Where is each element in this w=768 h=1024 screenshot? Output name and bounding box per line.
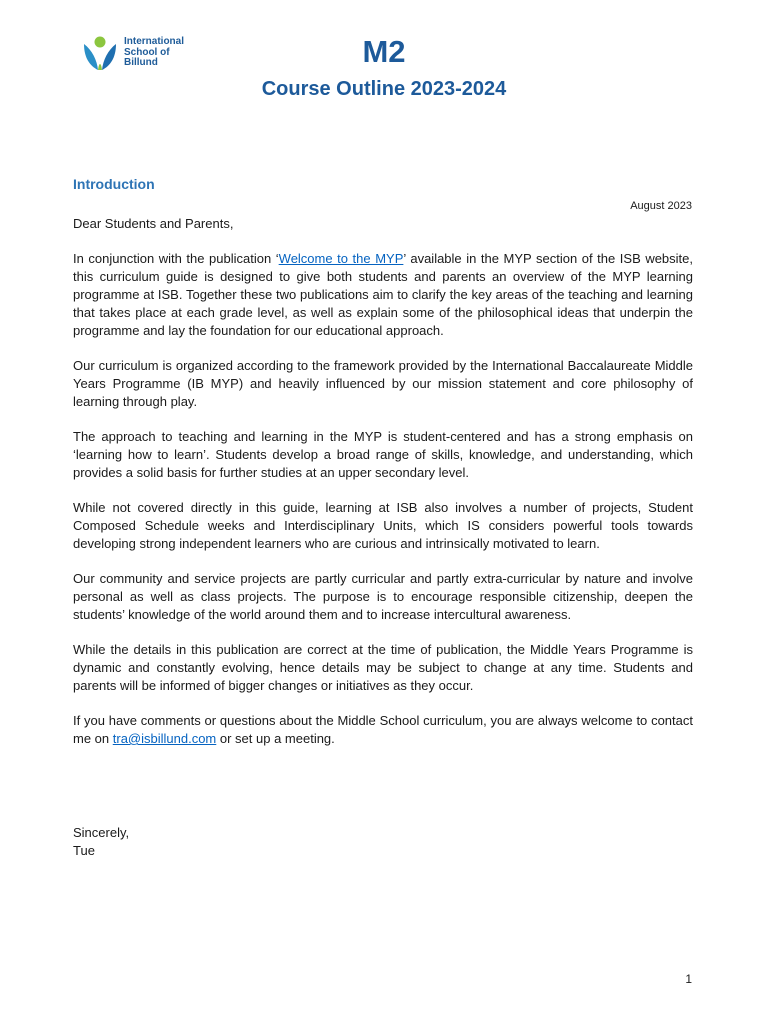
welcome-to-myp-link[interactable]: Welcome to the MYP — [278, 251, 404, 266]
paragraph-4: While not covered directly in this guide, learning at ISB also involves a number of projects, Student Composed Schedule weeks and Interdisciplinary Units, which IS considers powerful tools towards developing strong independent learners who are curious and intrinsically motivated to learn. — [73, 500, 693, 551]
paragraph-6: While the details in this publication are correct at the time of publication, the Middle Years Programme is dynamic and constantly evolving, hence details may be subject to change at any time. Students and parents will be informed of bigger changes or initiatives as they occur. — [73, 642, 693, 693]
page-subtitle: Course Outline 2023-2024 — [261, 78, 507, 100]
letter-body — [73, 215, 693, 765]
paragraph-1 — [73, 250, 693, 340]
page-number: 1 — [685, 972, 692, 986]
logo-wordmark: International School of Billund — [124, 36, 185, 68]
signoff: Sincerely, — [73, 825, 130, 840]
paragraph-2: Our curriculum is organized according to the framework provided by the International Baccalaureate Middle Years Programme (IB MYP) and heavily influenced by our mission statement and core philosophy of learning through play. — [73, 358, 693, 409]
paragraph-3: The approach to teaching and learning in the MYP is student-centered and has a strong emphasis on ‘learning how to learn’. Students develop a broad range of skills, knowledge, and understanding, which provides a solid basis for further studies at an upper secondary level. — [73, 429, 693, 480]
greeting: Dear Students and Parents, — [73, 216, 234, 231]
paragraph-7-after: or set up a meeting. — [216, 731, 335, 746]
paragraph-1-before: In conjunction with the publication ‘ — [73, 251, 279, 266]
closing — [73, 824, 129, 860]
paragraph-7 — [73, 712, 693, 748]
paragraph-1-after: ’ available in the MYP section of the ISB website, this curriculum guide is designed to give both students and parents an overview of the MYP learning programme at ISB. Together these two publications aim to clarify the key areas of the teaching and learning that takes place at each grade level, as well as explain some of the philosophical ideas that underpin the programme and lay the foundation for our educational approach. — [73, 251, 694, 338]
paragraph-5: Our community and service projects are partly curricular and partly extra-curricular by nature and involve personal as well as class projects. The purpose is to encourage responsible citizenship, deepen the students’ knowledge of the world around them and to increase intercultural awareness. — [73, 571, 693, 622]
email-link[interactable]: tra@isbillund.com — [112, 731, 217, 746]
paragraph-7-before: If you have comments or questions about the Middle School curriculum, you are always welcome to contact me on — [73, 713, 693, 746]
page-title: M2 — [362, 34, 406, 69]
signer-name: Tue — [73, 843, 95, 858]
letter-date: August 2023 — [630, 200, 692, 212]
section-heading-introduction: Introduction — [73, 176, 155, 192]
